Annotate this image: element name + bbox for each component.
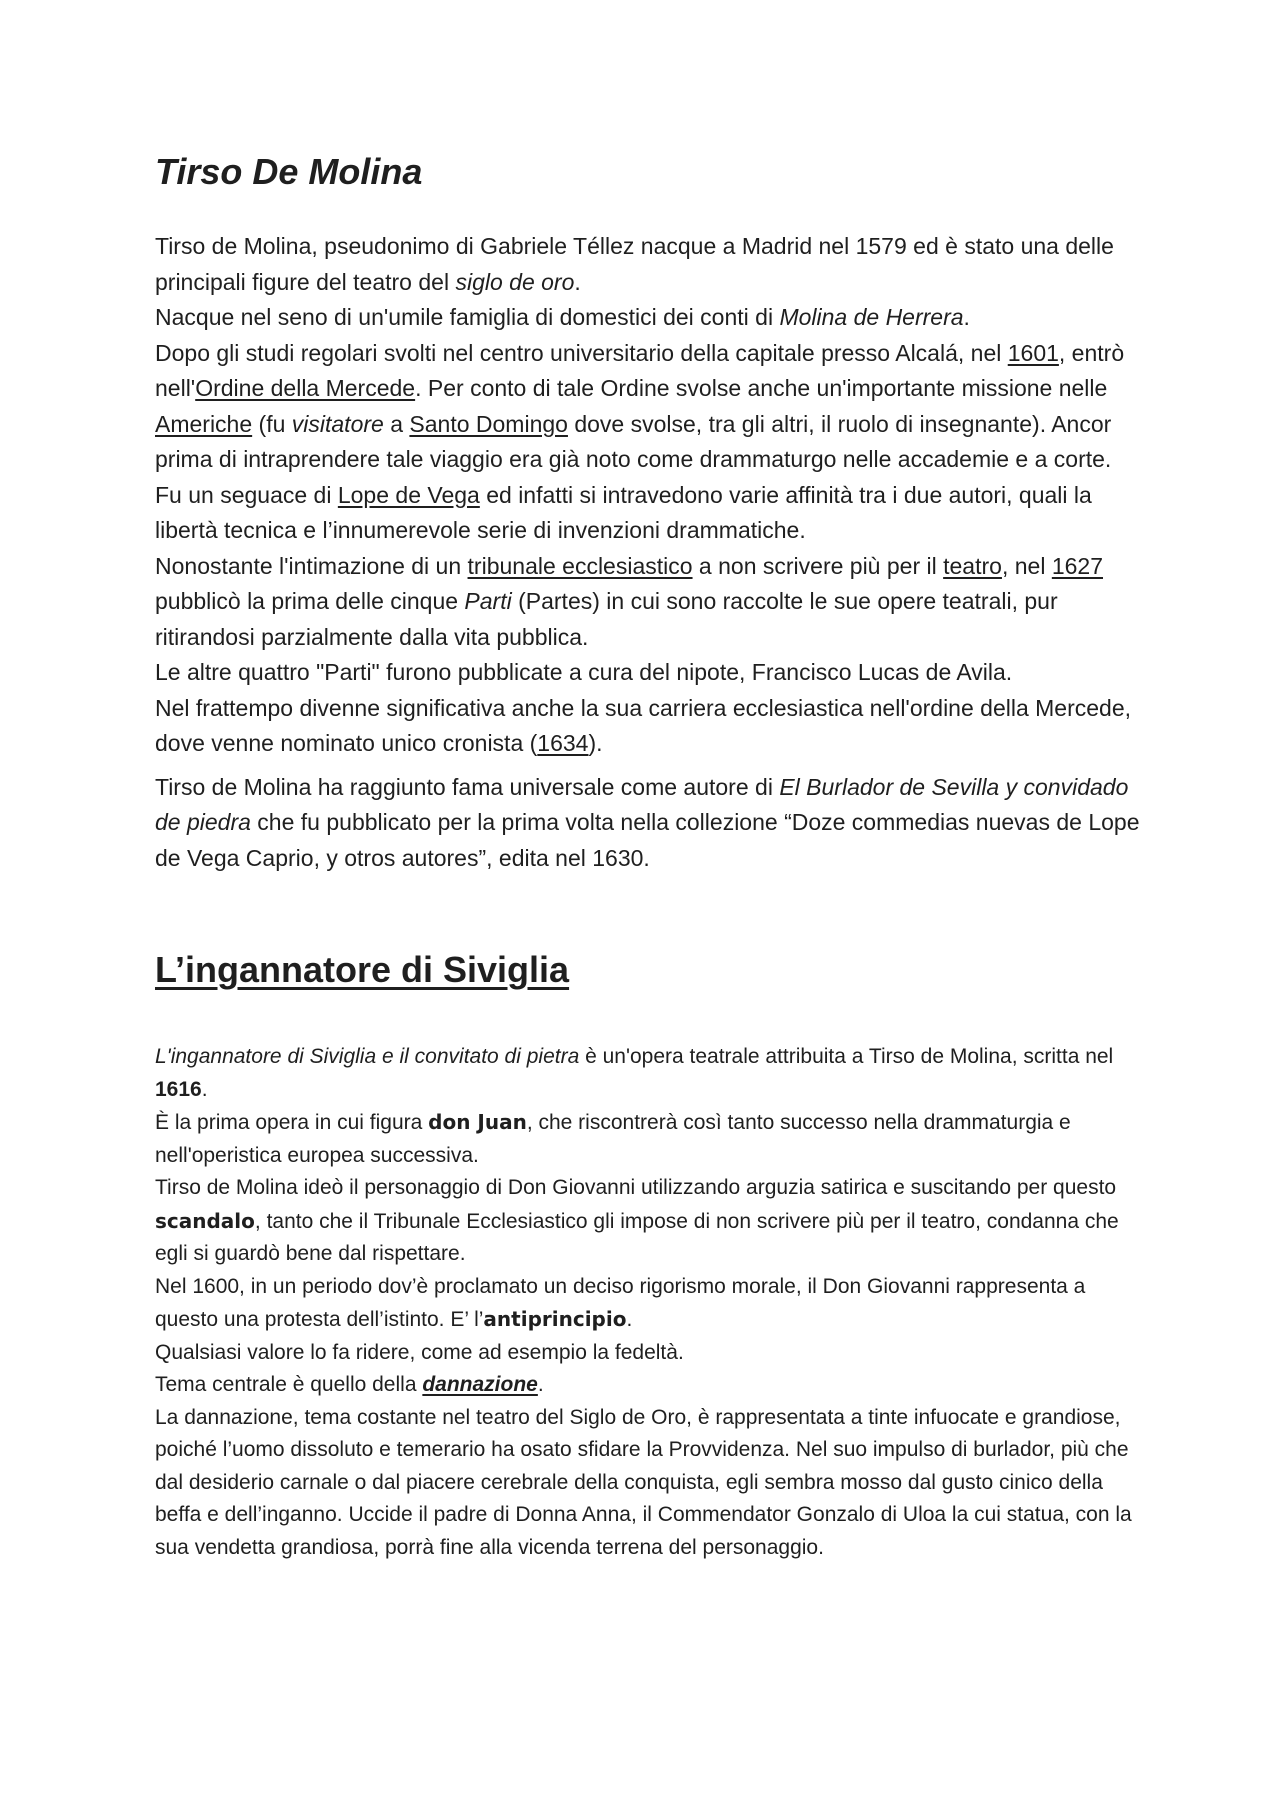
section-title-tirso: Tirso De Molina [155,151,423,192]
link-ordine-mercede[interactable]: Ordine della Mercede [195,375,416,402]
paragraph-biography: Tirso de Molina, pseudonimo di Gabriele Téllez nacque a Madrid nel 1579 ed è stato una delle principali figure del teatro del siglo de oro. Nacque nel seno di un'umile famiglia di domestici dei conti di Molina de Herrera. Dopo gli studi regolari svolti nel centro universitario della capitale presso Alcalá, nel 1601, entrò nell'Ordine della Mercede. Per conto di tale Ordine svolse anche un'importante missione nelle Americhe (fu visitatore a Santo Domingo dove svolse, tra gli altri, il ruolo di insegnante). Ancor prima di intraprendere tale viaggio era già noto come drammaturgo nelle accademie e a corte. Fu un seguace di Lope de Vega ed infatti si intravedono varie affinità tra i due autori, quali la libertà tecnica e l’innumerevole serie di invenzioni drammatiche. Nonostante l'intimazione di un tribunale ecclesiastico a non scrivere più per il teatro, nel 1627 pubblicò la prima delle cinque Parti (Partes) in cui sono raccolte le sue opere teatrali, pur ritirandosi parzialmente dalla vita pubblica. Le altre quattro "Parti" furono pubblicate a cura del nipote, Francisco Lucas de Avila. Nel frattempo divenne significativa anche la sua carriera ecclesiastica nell'ordine della Mercede, dove venne nominato unico cronista (1634). [155,233,1132,757]
link-santo-domingo[interactable]: Santo Domingo [409,410,568,437]
link-lope-de-vega[interactable]: Lope de Vega [337,481,480,508]
section-tirso [155,150,1145,876]
document-page [155,150,1145,1564]
paragraph-burlador: Tirso de Molina ha raggiunto fama universale come autore di El Burlador de Sevilla y convidado de piedra che fu pubblicato per la prima volta nella collezione “Doze commedias nuevas de Lope de Vega Caprio, y otros autores”, edita nel 1630. [155,773,1140,871]
link-1601[interactable]: 1601 [1007,339,1059,366]
paragraph-ingannatore: L'ingannatore di Siviglia e il convitato di pietra è un'opera teatrale attribuita a Tirso de Molina, scritta nel 1616. È la prima opera in cui figura don Juan, che riscontrerà così tanto successo nella drammaturgia e nell'operistica europea successiva. Tirso de Molina ideò il personaggio di Don Giovanni utilizzando arguzia satirica e suscitando per questo scandalo, tanto che il Tribunale Ecclesiastico gli impose di non scrivere più per il teatro, condanna che egli si guardò bene dal rispettare. Nel 1600, in un periodo dov’è proclamato un deciso rigorismo morale, il Don Giovanni rappresenta a questo una protesta dell’istinto. E’ l’antiprincipio. Qualsiasi valore lo fa ridere, come ad esempio la fedeltà. Tema centrale è quello della dannazione. La dannazione, tema costante nel teatro del Siglo de Oro, è rappresentata a tinte infuocate e grandiose, poiché l’uomo dissoluto e temerario ha osato sfidare la Provvidenza. Nel suo impulso di burlador, più che dal desiderio carnale o dal piacere cerebrale della conquista, egli sembra mosso dal gusto cinico della beffa e dell’inganno. Uccide il padre di Donna Anna, il Commendator Gonzalo di Uloa la cui statua, con la sua vendetta grandiosa, porrà fine alla vicenda terrena del personaggio. [155,1045,1132,1559]
link-1634[interactable]: 1634 [537,730,589,757]
link-americhe[interactable]: Americhe [155,410,253,437]
dannazione-emphasis: dannazione [422,1373,538,1397]
section-ingannatore [155,1041,1145,1564]
section-title-ingannatore: L’ingannatore di Siviglia [155,949,570,991]
link-teatro[interactable]: teatro [943,552,1002,579]
link-tribunale-ecclesiastico[interactable]: tribunale ecclesiastico [467,552,693,579]
link-1627[interactable]: 1627 [1051,552,1103,579]
